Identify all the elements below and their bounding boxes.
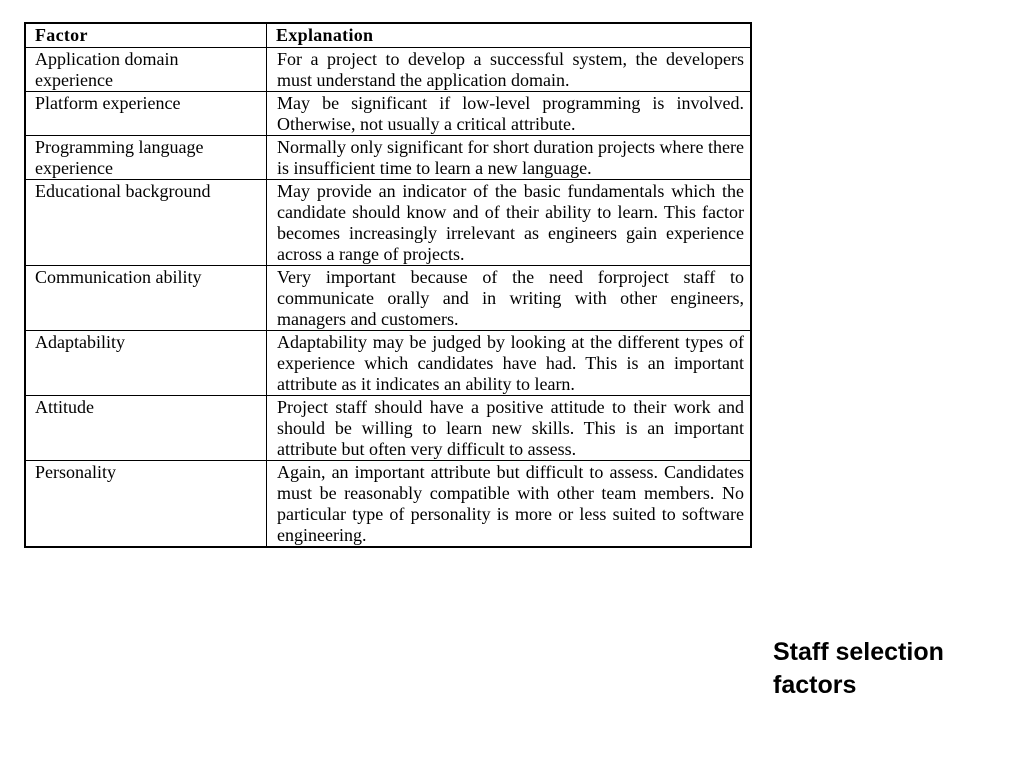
factor-column-header: Factor bbox=[25, 23, 267, 48]
explanation-cell: Very important because of the need forproject staff to communicate orally and in writing with other engineers, managers and customers. bbox=[267, 266, 751, 331]
factor-cell: Personality bbox=[25, 461, 267, 548]
factor-cell: Attitude bbox=[25, 396, 267, 461]
factor-cell: Educational background bbox=[25, 180, 267, 266]
factor-cell: Application domain experience bbox=[25, 48, 267, 92]
explanation-cell: Project staff should have a positive attitude to their work and should be willing to learn new skills. This is an important attribute but often very difficult to assess. bbox=[267, 396, 751, 461]
explanation-cell: Normally only significant for short duration projects where there is insufficient time to learn a new language. bbox=[267, 136, 751, 180]
factor-cell: Adaptability bbox=[25, 331, 267, 396]
table-row bbox=[25, 180, 751, 266]
explanation-cell: May provide an indicator of the basic fundamentals which the candidate should know and of their ability to learn. This factor becomes increasingly irrelevant as engineers gain experience across a range of projects. bbox=[267, 180, 751, 266]
table-row bbox=[25, 331, 751, 396]
explanation-cell: May be significant if low-level programming is involved. Otherwise, not usually a critical attribute. bbox=[267, 92, 751, 136]
table-row bbox=[25, 48, 751, 92]
explanation-cell: Adaptability may be judged by looking at the different types of experience which candidates have had. This is an important attribute as it indicates an ability to learn. bbox=[267, 331, 751, 396]
explanation-cell: Again, an important attribute but difficult to assess. Candidates must be reasonably compatible with other team members. No particular type of personality is more or less suited to software engineering. bbox=[267, 461, 751, 548]
table-row bbox=[25, 396, 751, 461]
slide-caption: Staff selection factors bbox=[773, 638, 944, 699]
table-row bbox=[25, 266, 751, 331]
factor-cell: Communication ability bbox=[25, 266, 267, 331]
factor-cell: Programming language experience bbox=[25, 136, 267, 180]
explanation-cell: For a project to develop a successful system, the developers must understand the application domain. bbox=[267, 48, 751, 92]
table-row bbox=[25, 461, 751, 548]
table-row bbox=[25, 92, 751, 136]
table-header-row bbox=[25, 23, 751, 48]
explanation-column-header: Explanation bbox=[267, 23, 751, 48]
table-row bbox=[25, 136, 751, 180]
factor-cell: Platform experience bbox=[25, 92, 267, 136]
staff-selection-table bbox=[24, 22, 752, 548]
